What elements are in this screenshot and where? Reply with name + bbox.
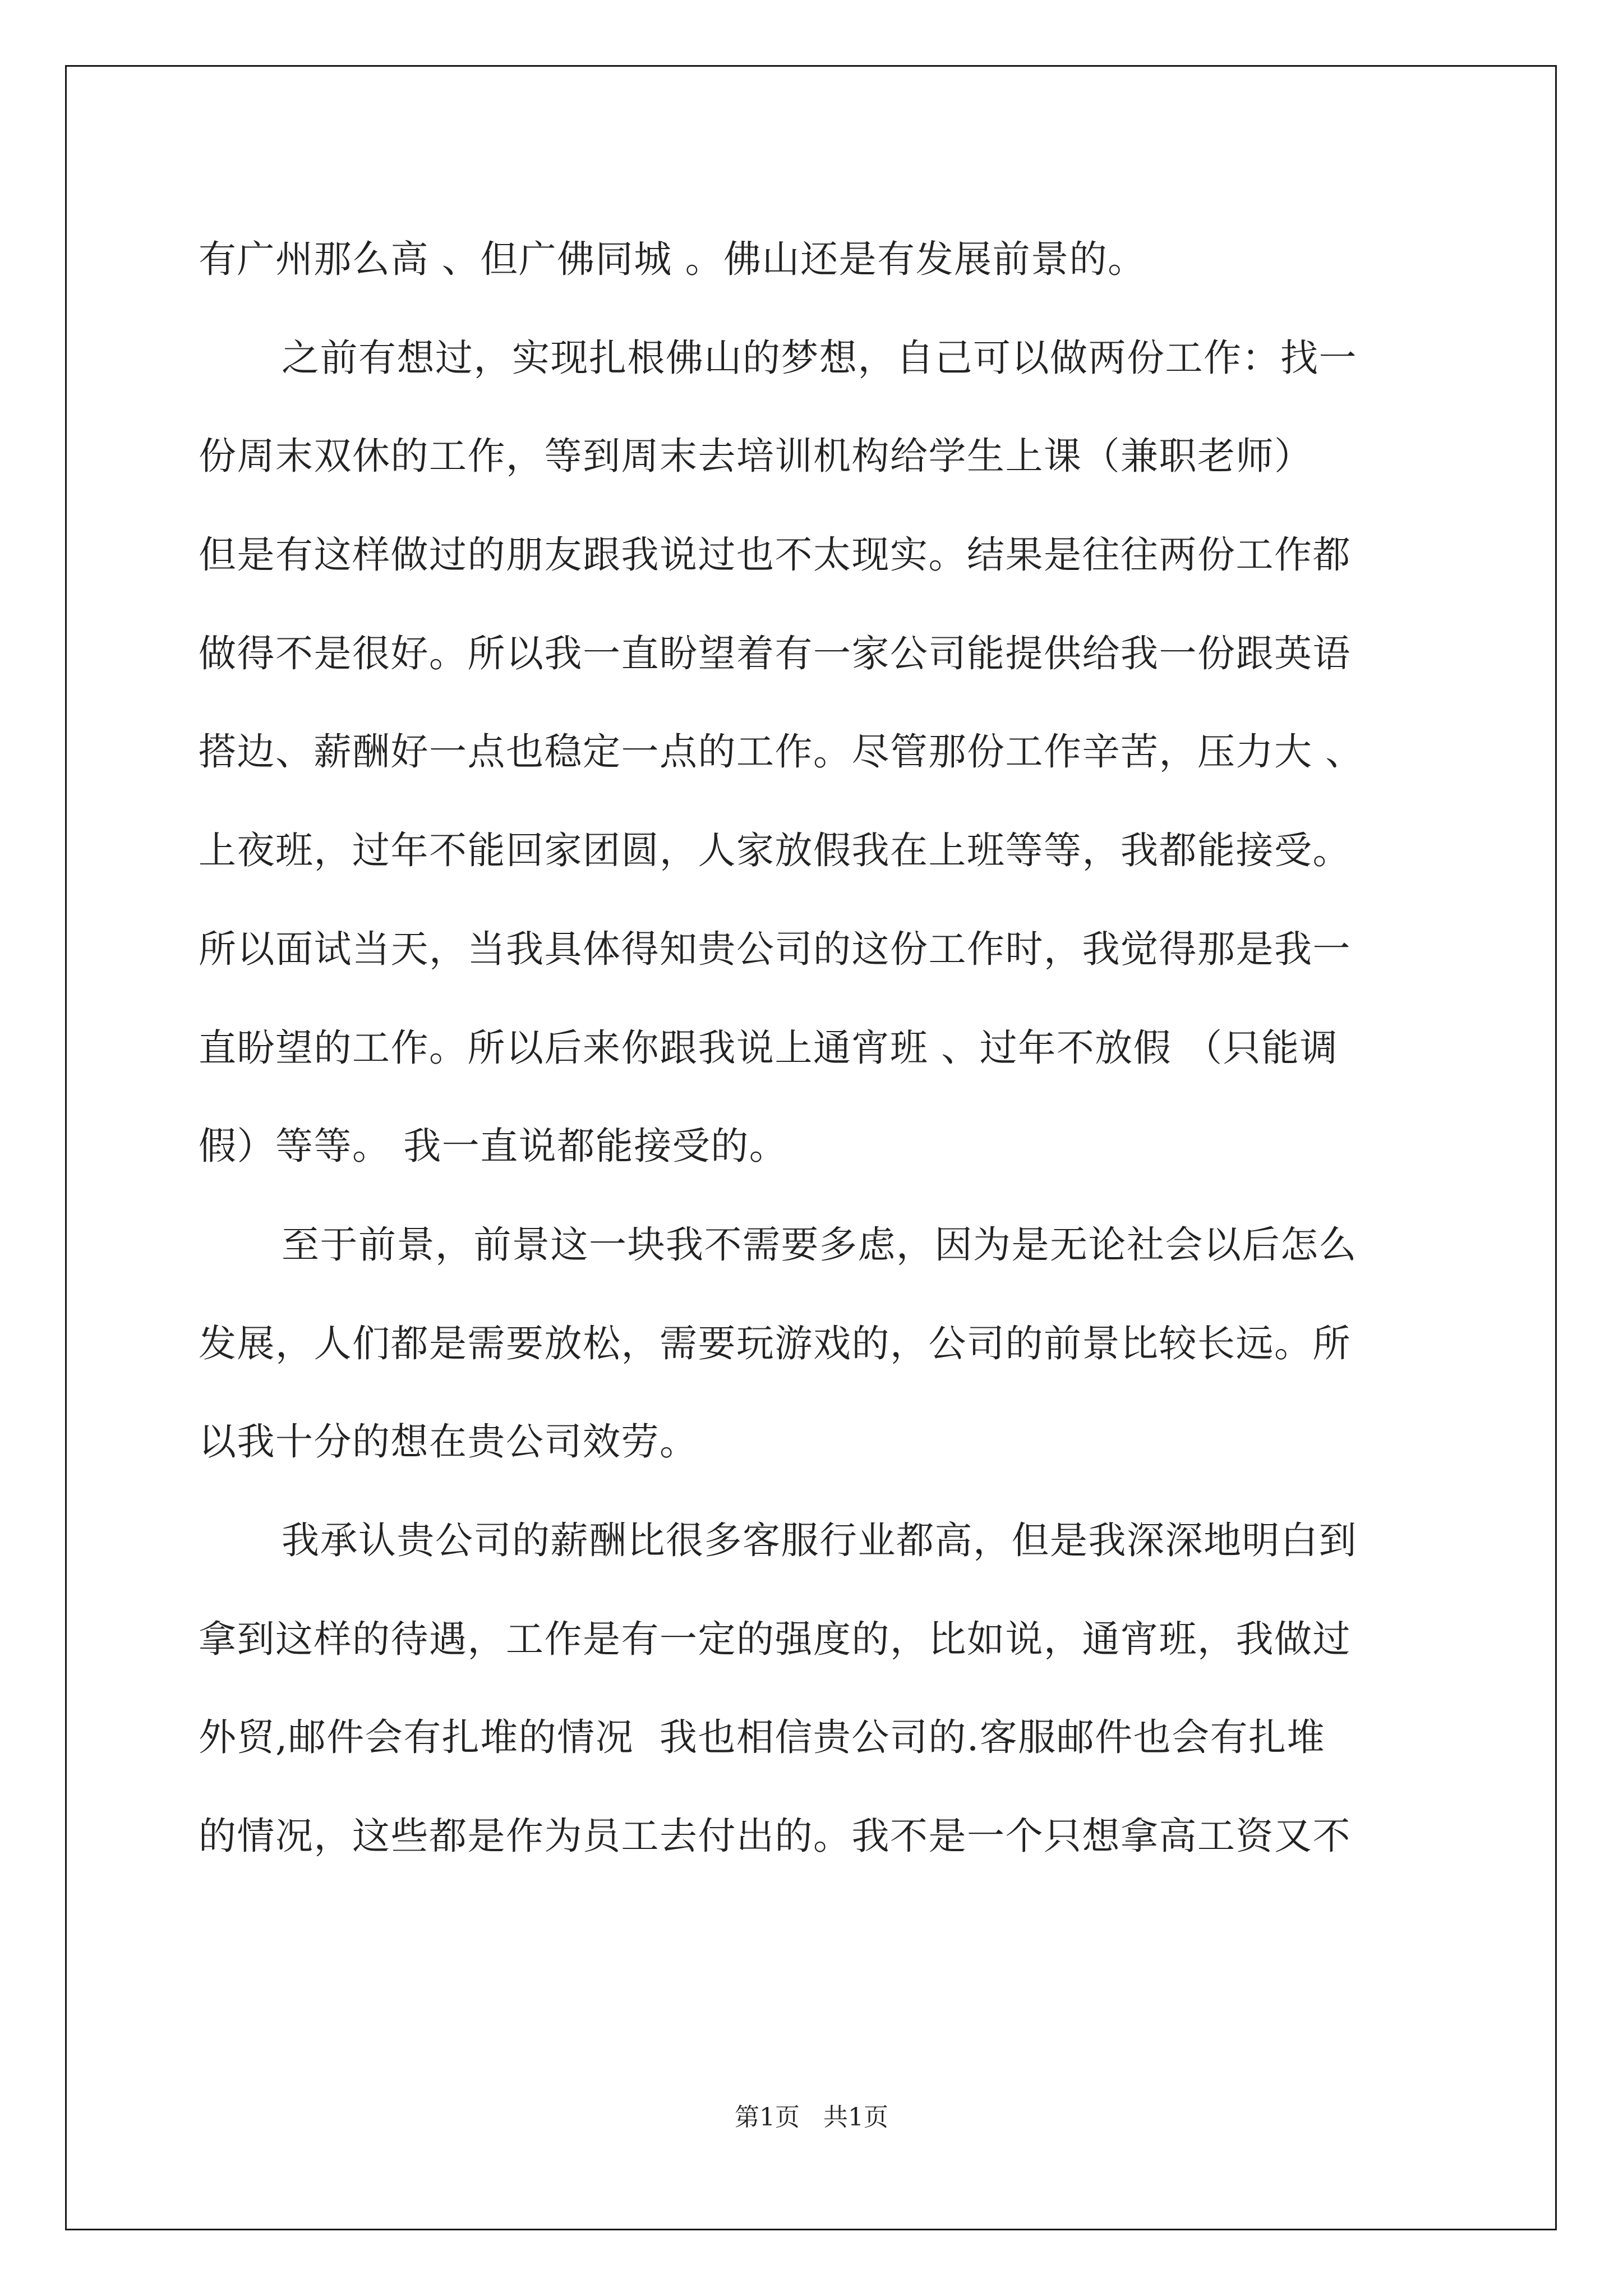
text-line: 至于前景，前景这一块我不需要多虑，因为是无论社会以后怎么: [282, 1222, 1357, 1267]
text-line: 有广州那么高 、但广佛同城 。佛山还是有发展前景的。: [199, 237, 1146, 281]
text-line: 发展，人们都是需要放松，需要玩游戏的，公司的前景比较长远。所: [199, 1321, 1351, 1365]
text-line: 份周末双休的工作，等到周末去培训机构给学生上课（兼职老师）: [199, 434, 1313, 478]
text-line: 上夜班，过年不能回家团圆，人家放假我在上班等等，我都能接受。: [199, 829, 1351, 873]
text-line: 以我十分的想在贵公司效劳。: [199, 1420, 698, 1464]
page-number: 第1页 共1页: [735, 2103, 888, 2132]
document-body: [199, 210, 1432, 1886]
text-line: 做得不是很好。所以我一直盼望着有一家公司能提供给我一份跟英语: [199, 631, 1351, 675]
text-line: 我承认贵公司的薪酬比很多客服行业都高，但是我深深地明白到: [282, 1518, 1357, 1562]
text-line: 的情况，这些都是作为员工去付出的。我不是一个只想拿高工资又不: [199, 1814, 1351, 1858]
text-line: 直盼望的工作。所以后来你跟我说上通宵班 、过年不放假 （只能调: [199, 1025, 1339, 1070]
text-line: 所以面试当天，当我具体得知贵公司的这份工作时，我觉得那是我一: [199, 927, 1351, 971]
text-line: 拿到这样的待遇，工作是有一定的强度的，比如说，通宵班，我做过: [199, 1617, 1351, 1661]
text-line: 但是有这样做过的朋友跟我说过也不太现实。结果是往往两份工作都: [199, 533, 1351, 577]
text-line: 外贸,邮件会有扎堆的情况 我也相信贵公司的.客服邮件也会有扎堆: [199, 1715, 1326, 1760]
text-line: 假）等等。 我一直说都能接受的。: [199, 1124, 788, 1168]
text-line: 搭边、薪酬好一点也稳定一点的工作。尽管那份工作辛苦，压力大 、: [199, 730, 1364, 774]
text-line: 之前有想过，实现扎根佛山的梦想，自己可以做两份工作：找一: [282, 335, 1357, 380]
